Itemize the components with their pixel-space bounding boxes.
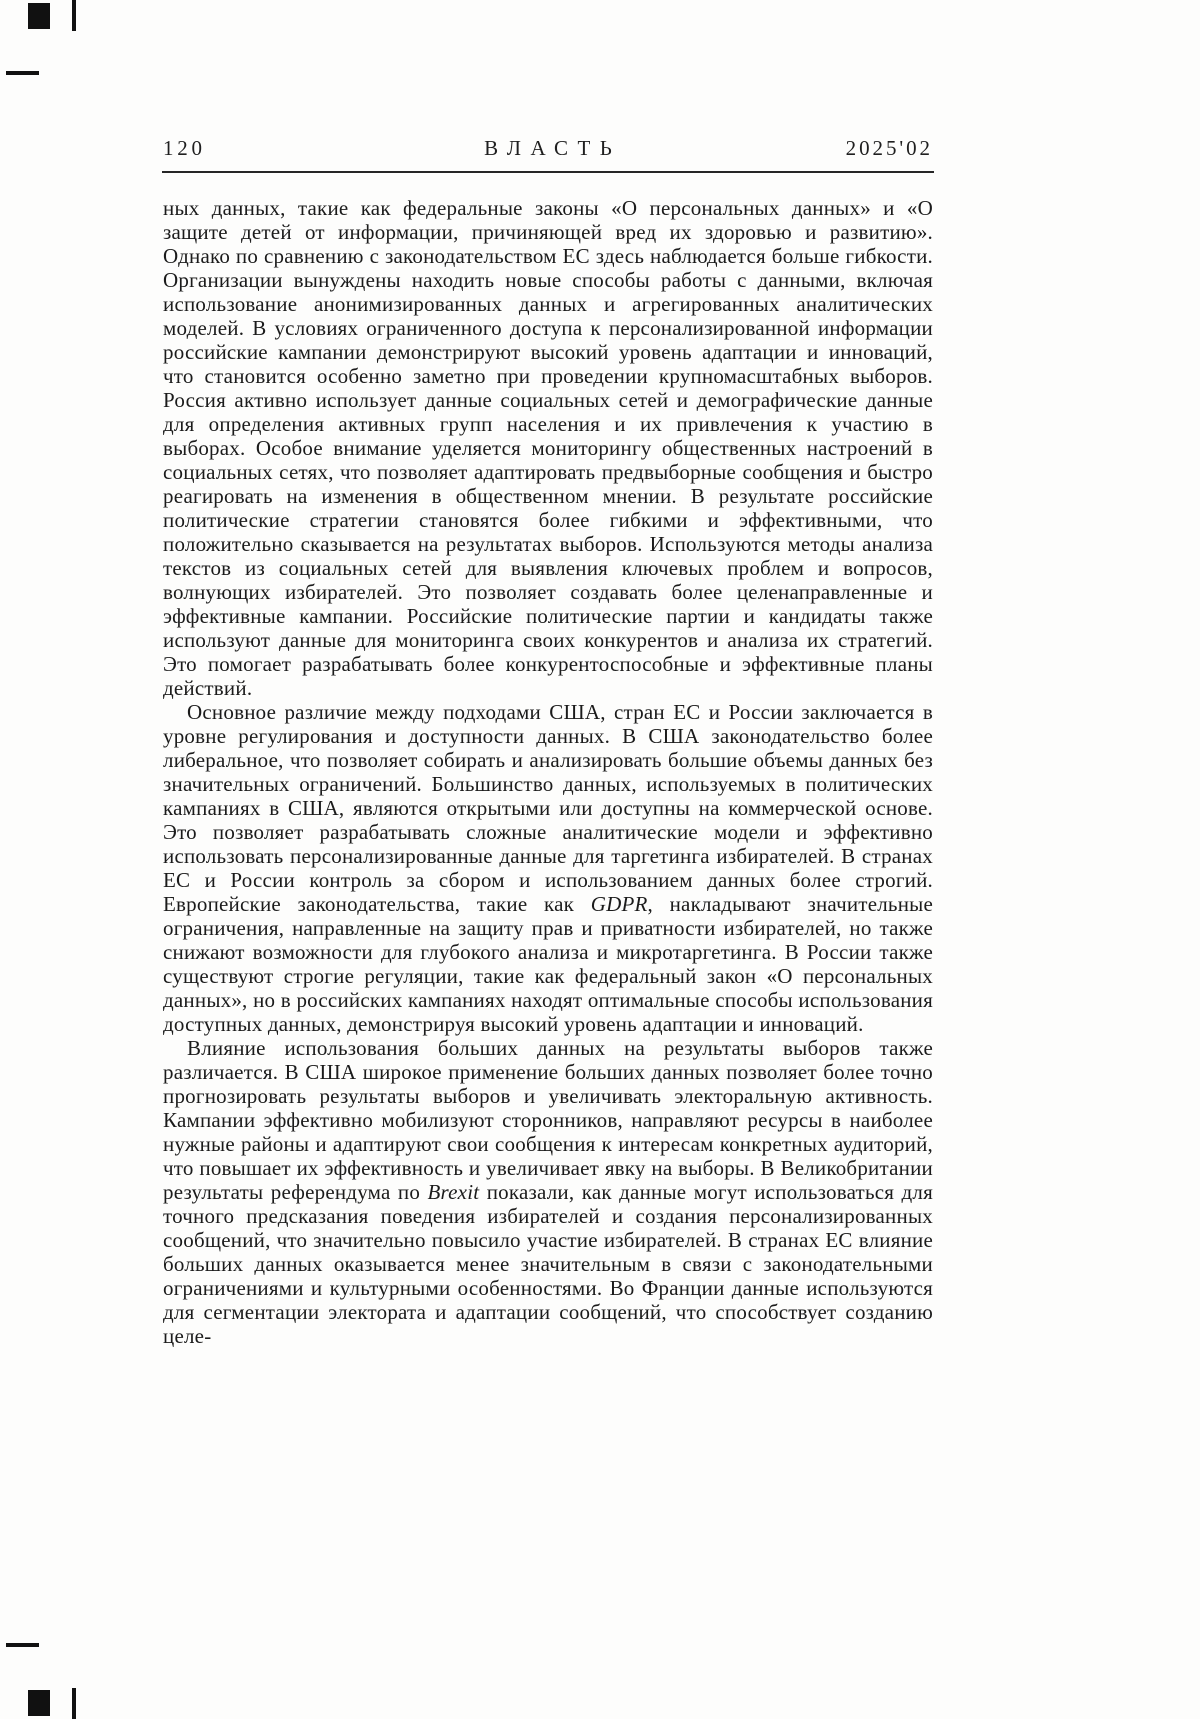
italic-term: GDPR bbox=[590, 892, 648, 916]
header-rule bbox=[162, 171, 934, 173]
crop-mark-square-bottom-left bbox=[28, 1690, 50, 1716]
paragraph: ных данных, такие как федеральные законы «О персональных данных» и «О защите детей от информации, причиняющей вред их здоровью и развитию». Однако по сравнению с законодательством ЕС здесь наблюдается больше гибкости. Организации вынуждены находить новые способы работы с данными, включая использование анонимизированных данных и агрегированных аналитических моделей. В условиях ограниченного доступа к персонализированной информации российские кампании демонстрируют высокий уровень адаптации и инноваций, что становится особенно заметно при проведении крупномасштабных выборов. Россия активно использует данные социальных сетей и демографические данные для определения активных групп населения и их привлечения к участию в выборах. Особое внимание уделяется мониторингу общественных настроений в социальных сетях, что позволяет адаптировать предвыборные сообщения и быстро реагировать на изменения в общественном мнении. В результате российские политические стратегии становятся более гибкими и эффективными, что положительно сказывается на результатах выборов. Используются методы анализа текстов из социальных сетей для выявления ключевых проблем и вопросов, волнующих избирателей. Это позволяет создавать более целенаправленные и эффективные кампании. Российские политические партии и кандидаты также используют данные для мониторинга своих конкурентов и анализа их стратегий. Это помогает разрабатывать более конкурентоспособные и эффективные планы действий. bbox=[163, 196, 933, 700]
page-header bbox=[163, 136, 933, 161]
issue-number: 2025'02 bbox=[845, 136, 933, 160]
article-body bbox=[163, 196, 933, 1348]
crop-mark-bar-top-left bbox=[72, 0, 76, 31]
italic-term: Brexit bbox=[427, 1180, 480, 1204]
paragraph: Основное различие между подходами США, стран ЕС и России заключается в уровне регулирования и доступности данных. В США законодательство более либеральное, что позволяет собирать и анализировать большие объемы данных без значительных ограничений. Большинство данных, используемых в политических кампаниях в США, являются открытыми или доступны на коммерческой основе. Это позволяет разрабатывать сложные аналитические модели и эффективно использовать персонализированные данные для таргетинга избирателей. В странах ЕС и России контроль за сбором и использованием данных более строгий. Европейские законодательства, такие как GDPR, накладывают значительные ограничения, направленные на защиту прав и приватности избирателей, но также снижают возможности для глубокого анализа и микротаргетинга. В России также существуют строгие регуляции, такие как федеральный закон «О персональных данных», но в российских кампаниях находят оптимальные способы использования доступных данных, демонстрируя высокий уровень адаптации и инноваций. bbox=[163, 700, 933, 1036]
crop-mark-square-top-left bbox=[28, 3, 50, 29]
crop-mark-dash-left-top bbox=[6, 71, 39, 75]
paragraph: Влияние использования больших данных на результаты выборов также различается. В США широкое применение больших данных позволяет более точно прогнозировать результаты выборов и увеличивать электоральную активность. Кампании эффективно мобилизуют сторонников, направляют ресурсы в наиболее нужные районы и адаптируют свои сообщения к интересам конкретных аудиторий, что повышает их эффективность и увеличивает явку на выборы. В Великобритании результаты референдума по Brexit показали, как данные могут использоваться для точного предсказания поведения избирателей и создания персонализированных сообщений, что значительно повысило участие избирателей. В странах ЕС влияние больших данных оказывается менее значительным в связи с законодательными ограничениями и культурными особенностями. Во Франции данные используются для сегментации электората и адаптации сообщений, что способствует созданию целе- bbox=[163, 1036, 933, 1348]
crop-mark-bar-bottom-left bbox=[72, 1688, 76, 1719]
crop-mark-dash-left-bottom bbox=[6, 1643, 39, 1647]
journal-title: ВЛАСТЬ bbox=[484, 136, 622, 160]
page-number: 120 bbox=[163, 136, 206, 160]
